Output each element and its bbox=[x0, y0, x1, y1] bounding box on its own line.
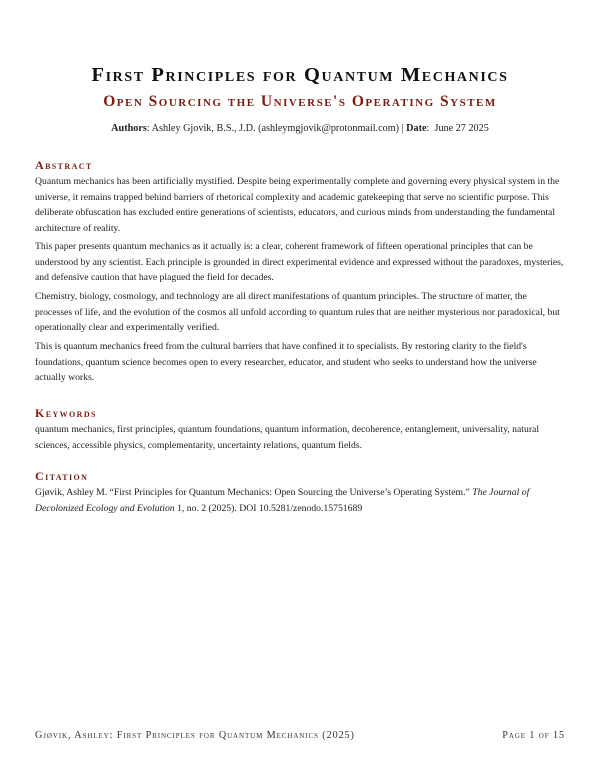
authors-text: Ashley Gjovik, B.S., J.D. (ashleymgjovik@protonmail.com) | bbox=[151, 123, 407, 134]
citation-journal[interactable]: The Journal of Decolonized Ecology and Evolution bbox=[35, 487, 530, 514]
keywords-text: quantum mechanics, first principles, quantum foundations, quantum information, decoherence, entanglement, universality, natural sciences, accessible physics, complementarity, uncertainty relations, quantum fields. bbox=[35, 424, 540, 451]
footer-page-number: Page 1 of 15 bbox=[502, 730, 565, 741]
date-colon: : bbox=[426, 123, 435, 134]
paper-subtitle: Open Sourcing the Universe's Operating System bbox=[103, 93, 497, 110]
abstract-paragraph-3: Chemistry, biology, cosmology, and technology are all direct manifestations of quantum principles. The structure of matter, the processes of life, and the evolution of the cosmos all unfold according to quantum rules that are neither mysterious nor paradoxical, but operationally clear and experimentally verified. bbox=[35, 291, 560, 333]
date-label: Date bbox=[406, 123, 427, 134]
citation-text bbox=[35, 485, 565, 516]
abstract-heading: Abstract bbox=[35, 158, 93, 172]
citation-heading: Citation bbox=[35, 469, 89, 483]
keywords-heading: Keywords bbox=[35, 406, 97, 420]
abstract-paragraph-1: Quantum mechanics has been artificially mystified. Despite being experimentally complete and governing every physical system in the universe, it remains trapped behind barriers of rhetorical complexity and academic gatekeeping that serve no scientific purpose. This deliberate obfuscation has excluded entire generations of scientists, educators, and curious minds from understanding the fundamental architecture of reality. bbox=[35, 176, 560, 234]
abstract-paragraph-4: This is quantum mechanics freed from the cultural barriers that have confined it to specialists. By restoring clarity to the field's foundations, quantum science becomes open to every researcher, educator, and student who seeks to understand how the universe actually works. bbox=[35, 341, 537, 383]
citation-suffix: 1, no. 2 (2025). DOI 10.5281/zenodo.15751689 bbox=[174, 502, 363, 514]
paper-title: First Principles for Quantum Mechanics bbox=[91, 64, 509, 86]
authors-line bbox=[0, 123, 600, 134]
abstract-paragraph-2: This paper presents quantum mechanics as it actually is: a clear, coherent framework of fifteen operational principles that can be understood by any scientist. Each principle is grounded in direct experimental evidence and expressed without the paradoxes, mysteries, and defensive caution that have plagued the field for decades. bbox=[35, 241, 564, 283]
citation-prefix: Gjøvik, Ashley M. “First Principles for Quantum Mechanics: Open Sourcing the Universe’s Operating System.” bbox=[35, 487, 473, 498]
authors-colon: : bbox=[146, 123, 152, 134]
authors-label: Authors bbox=[111, 123, 147, 134]
footer-running-title: Gjøvik, Ashley: First Principles for Quantum Mechanics (2025) bbox=[35, 730, 355, 741]
date-text: June 27 2025 bbox=[434, 123, 489, 134]
